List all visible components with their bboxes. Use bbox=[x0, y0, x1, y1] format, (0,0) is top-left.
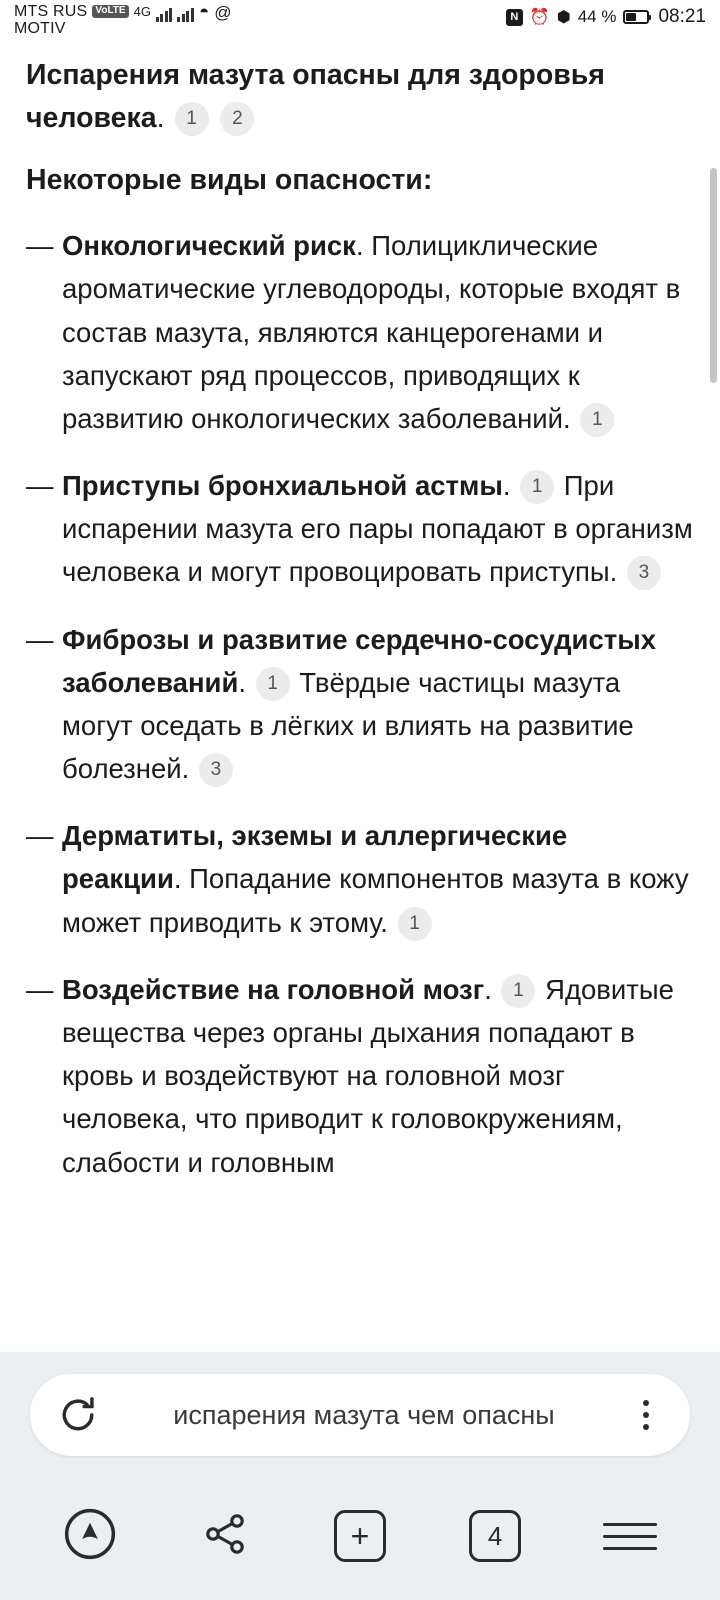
tab-count-badge: 4 bbox=[469, 1510, 521, 1562]
network-type-label: 4G bbox=[133, 4, 151, 19]
carrier-name-line2: MOTIV bbox=[14, 19, 66, 37]
list-item-title-tail: . bbox=[173, 863, 182, 895]
reference-chip[interactable]: 1 bbox=[256, 667, 290, 701]
list-item-text bbox=[62, 814, 694, 944]
page-scrollbar[interactable] bbox=[710, 168, 717, 383]
at-icon: @ bbox=[214, 3, 232, 22]
reference-chip[interactable]: 2 bbox=[220, 102, 254, 136]
navigation-bar bbox=[0, 1472, 720, 1600]
share-button[interactable] bbox=[182, 1493, 268, 1579]
reload-icon[interactable] bbox=[56, 1393, 100, 1437]
reference-chip[interactable]: 3 bbox=[199, 753, 233, 787]
list-item-title-tail: . bbox=[355, 230, 364, 262]
list-item-text bbox=[62, 224, 694, 440]
list-item bbox=[26, 464, 694, 594]
new-tab-button[interactable] bbox=[317, 1493, 403, 1579]
home-icon bbox=[62, 1506, 118, 1567]
list-item-title-tail: . bbox=[484, 973, 492, 1005]
hamburger-icon bbox=[603, 1523, 657, 1550]
list-item bbox=[26, 224, 694, 440]
carrier-label bbox=[14, 4, 87, 38]
list-item-text bbox=[62, 968, 694, 1184]
list-item-title: Фиброзы и развитие сердечно-сосудистых заболеваний bbox=[62, 623, 656, 698]
list-item-body: Ядовитые вещества через органы дыхания попадают в кровь и воздействуют на головной мозг человека, что приводит к головокружениям, слабости и головным bbox=[62, 973, 674, 1178]
bullet-dash: — bbox=[26, 820, 54, 852]
share-icon bbox=[201, 1510, 249, 1563]
list-item-body: Твёрдые частицы мазута могут оседать в лёгких и влиять на развитие болезней. bbox=[62, 666, 634, 785]
plus-icon: + bbox=[334, 1510, 386, 1562]
status-bar-right bbox=[506, 6, 706, 28]
article-content[interactable] bbox=[0, 48, 720, 1352]
reference-chip[interactable]: 1 bbox=[520, 470, 554, 504]
home-button[interactable] bbox=[47, 1493, 133, 1579]
status-bar bbox=[0, 0, 720, 48]
reference-chip[interactable]: 3 bbox=[627, 556, 661, 590]
clock-label: 08:21 bbox=[658, 6, 706, 27]
url-input[interactable]: испарения мазута чем опасны bbox=[173, 1399, 555, 1430]
battery-percent-label: 44 % bbox=[577, 7, 617, 26]
bullet-dash: — bbox=[26, 623, 54, 655]
signal-strength-icon-1 bbox=[156, 6, 173, 22]
list-item-title: Онкологический риск bbox=[62, 230, 356, 262]
status-bar-left bbox=[14, 4, 231, 38]
bullet-dash: — bbox=[26, 230, 54, 262]
battery-icon bbox=[623, 10, 649, 24]
reference-chip[interactable]: 1 bbox=[580, 403, 614, 437]
list-item-title: Приступы бронхиальной астмы bbox=[62, 470, 503, 502]
kebab-menu-icon[interactable] bbox=[628, 1400, 664, 1430]
list-item bbox=[26, 968, 694, 1184]
lead-bold-text: Испарения мазута опасны для здоровья человека bbox=[26, 59, 605, 134]
alarm-icon: ⏰ bbox=[529, 9, 550, 26]
section-heading: Некоторые виды опасности: bbox=[26, 163, 433, 196]
list-item-body: Полициклические ароматические углеводороды, которые входят в состав мазута, являются канцерогенами и запускают ряд процессов, приводящих к развитию онкологических заболеваний. bbox=[62, 230, 681, 434]
list-item-body: При испарении мазута его пары попадают в организм человека и могут провоцировать приступы. bbox=[62, 470, 693, 588]
bluetooth-icon: ⬢ bbox=[556, 9, 571, 26]
tabs-button[interactable] bbox=[452, 1493, 538, 1579]
bullet-dash: — bbox=[26, 470, 54, 502]
list-item-body: Попадание компонентов мазута в кожу может приводить к этому. bbox=[62, 863, 689, 938]
signal-strength-icon-2 bbox=[177, 6, 194, 22]
bullet-dash: — bbox=[26, 973, 54, 1005]
volte-badge: VoLTE bbox=[92, 5, 128, 18]
url-bar[interactable] bbox=[30, 1374, 690, 1456]
reference-chip[interactable]: 1 bbox=[175, 102, 209, 136]
list-item-title: Воздействие на головной мозг bbox=[62, 973, 485, 1005]
lead-paragraph bbox=[26, 54, 694, 140]
reference-chip[interactable]: 1 bbox=[501, 974, 535, 1008]
list-item-title-tail: . bbox=[502, 470, 511, 502]
menu-button[interactable] bbox=[587, 1493, 673, 1579]
list-item-title: Дерматиты, экземы и аллергические реакции bbox=[62, 820, 568, 895]
list-item bbox=[26, 618, 694, 791]
list-item-title-tail: . bbox=[238, 666, 247, 698]
nfc-icon: N bbox=[506, 9, 523, 26]
wifi-icon: ◓ bbox=[198, 2, 210, 21]
list-item bbox=[26, 814, 694, 944]
list-item-text bbox=[62, 618, 694, 791]
lead-tail-text: . bbox=[156, 101, 165, 134]
browser-bottom-bar bbox=[0, 1352, 720, 1600]
list-item-text bbox=[62, 464, 694, 594]
reference-chip[interactable]: 1 bbox=[398, 907, 432, 941]
carrier-name-line1: MTS RUS bbox=[14, 3, 88, 20]
